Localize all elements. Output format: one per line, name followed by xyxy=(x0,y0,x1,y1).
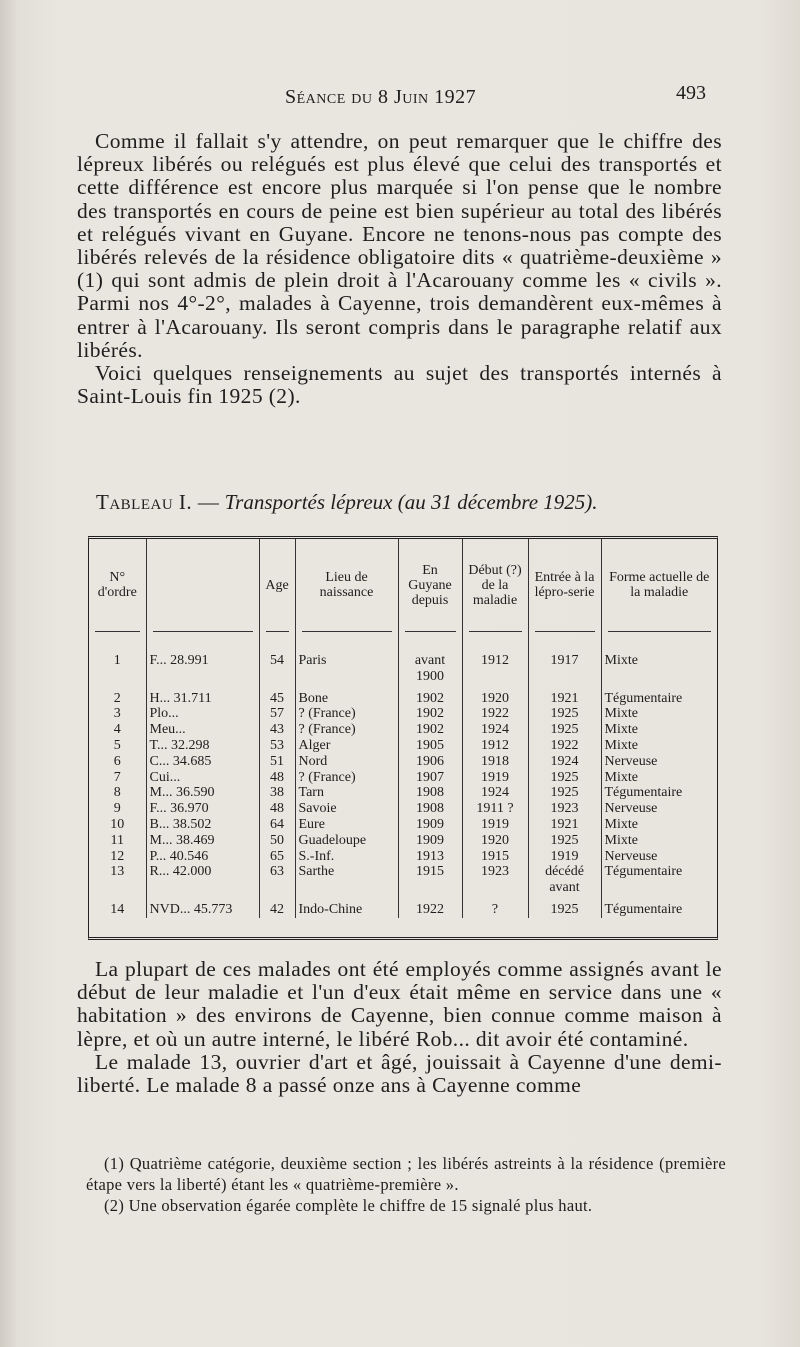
row-in-guyane: 1908 xyxy=(398,801,462,817)
row-age: 38 xyxy=(259,785,295,801)
footnote-1: (1) Quatrième catégorie, deuxième section ; les libérés astreints à la résidence (première étape vers la liberté) étant les « quatrième-première ». xyxy=(86,1154,726,1194)
footnote-2: (2) Une observation égarée complète le chiffre de 15 signalé plus haut. xyxy=(104,1196,593,1215)
row-name: H... 31.711 xyxy=(146,685,259,707)
row-name: P... 40.546 xyxy=(146,849,259,865)
row-birthplace: ? (France) xyxy=(295,770,398,786)
row-entry: 1925 xyxy=(528,833,601,849)
row-in-guyane: 1922 xyxy=(398,896,462,918)
header-rule xyxy=(89,631,717,653)
row-number: 9 xyxy=(113,801,121,817)
row-birthplace: ? (France) xyxy=(295,706,398,722)
row-form: Mixte xyxy=(601,722,717,738)
header-onset: Début (?) de la maladie xyxy=(462,539,528,631)
row-in-guyane: 1905 xyxy=(398,738,462,754)
row-in-guyane: 1902 xyxy=(398,685,462,707)
caption-label: Tableau I. — xyxy=(96,490,220,514)
row-name: M... 36.590 xyxy=(146,785,259,801)
row-birthplace: Nord xyxy=(295,754,398,770)
body-text xyxy=(77,958,722,1097)
row-onset: 1920 xyxy=(462,833,528,849)
row-name: Cui... xyxy=(146,770,259,786)
header-num: N° d'ordre xyxy=(97,570,137,600)
row-age: 54 xyxy=(259,653,295,685)
row-form: Tégumentaire xyxy=(601,685,717,707)
row-age: 65 xyxy=(259,849,295,865)
row-onset: 1924 xyxy=(462,722,528,738)
row-in-guyane: 1907 xyxy=(398,770,462,786)
row-number: 3 xyxy=(113,706,121,722)
header-in-guyane: En Guyane depuis xyxy=(398,539,462,631)
row-form: Mixte xyxy=(601,706,717,722)
row-age: 64 xyxy=(259,817,295,833)
table-row xyxy=(89,754,717,770)
row-in-guyane: avant 1900 xyxy=(398,653,462,685)
row-number: 2 xyxy=(113,690,121,706)
table-row xyxy=(89,833,717,849)
row-form: Mixte xyxy=(601,653,717,685)
row-onset: 1912 xyxy=(462,653,528,685)
table-row xyxy=(89,849,717,865)
row-number: 14 xyxy=(110,901,125,917)
row-birthplace: Sarthe xyxy=(295,864,398,896)
row-onset: 1915 xyxy=(462,849,528,865)
header-age: Age xyxy=(259,539,295,631)
row-birthplace: Guadeloupe xyxy=(295,833,398,849)
row-entry: 1921 xyxy=(528,817,601,833)
row-onset: 1912 xyxy=(462,738,528,754)
row-onset: 1918 xyxy=(462,754,528,770)
row-in-guyane: 1915 xyxy=(398,864,462,896)
table-row xyxy=(89,722,717,738)
row-age: 53 xyxy=(259,738,295,754)
row-number: 10 xyxy=(110,816,125,832)
row-number: 12 xyxy=(110,848,125,864)
table-row xyxy=(89,653,717,685)
row-onset: 1923 xyxy=(462,864,528,896)
header-birthplace: Lieu de naissance xyxy=(295,539,398,631)
row-age: 43 xyxy=(259,722,295,738)
row-in-guyane: 1906 xyxy=(398,754,462,770)
row-entry: décédé avant xyxy=(528,864,601,896)
row-age: 48 xyxy=(259,770,295,786)
running-header xyxy=(0,82,800,116)
caption-title: Transportés lépreux xyxy=(224,490,393,514)
row-name: T... 32.298 xyxy=(146,738,259,754)
row-number: 13 xyxy=(110,864,125,880)
table-body xyxy=(89,631,717,918)
row-number: 11 xyxy=(110,832,124,848)
paragraph-2: Voici quelques renseignements au sujet des transportés internés à Saint-Louis fin 1925 (2). xyxy=(77,361,722,409)
row-entry: 1923 xyxy=(528,801,601,817)
row-number: 4 xyxy=(113,722,121,738)
page-number: 493 xyxy=(676,82,706,104)
row-number: 1 xyxy=(113,653,121,668)
row-birthplace: Paris xyxy=(295,653,398,685)
intro-text xyxy=(77,130,722,408)
row-onset: ? xyxy=(462,896,528,918)
row-name: NVD... 45.773 xyxy=(146,896,259,918)
row-age: 50 xyxy=(259,833,295,849)
paragraph-4: Le malade 13, ouvrier d'art et âgé, jouissait à Cayenne d'une demi-liberté. Le malade 8 a passé onze ans à Cayenne comme xyxy=(77,1049,722,1098)
row-name: Meu... xyxy=(146,722,259,738)
header-form: Forme actuelle de la maladie xyxy=(601,539,717,631)
row-form: Mixte xyxy=(601,738,717,754)
row-number: 8 xyxy=(113,785,121,801)
table-row xyxy=(89,785,717,801)
paragraph-1: Comme il fallait s'y attendre, on peut remarquer que le chiffre des lépreux libérés ou relégués est plus élevé que celui des transportés et cette différence est encore plus marquée si l'on pense que le nombre des transportés en cours de peine est bien supérieur au total des libérés et relégués vivant en Guyane. Encore ne tenons-nous pas compte des libérés relevés de la résidence obligatoire dits « quatrième-deuxième » (1) qui sont admis de plein droit à l'Acarouany comme les « civils ». Parmi nos 4°-2°, malades à Cayenne, trois demandèrent eux-mêmes à entrer à l'Acarouany. Ils seront compris dans le paragraphe relatif aux libérés. xyxy=(77,129,722,362)
paragraph-3: La plupart de ces malades ont été employés comme assignés avant le début de leur maladie et l'un d'eux était même en service dans une « habitation » des environs de Cayenne, bien connue comme maison à lèpre, et où un autre interné, le libéré Rob... dit avoir été contaminé. xyxy=(77,957,722,1051)
row-age: 48 xyxy=(259,801,295,817)
row-form: Mixte xyxy=(601,817,717,833)
table-row xyxy=(89,770,717,786)
row-number: 7 xyxy=(113,769,121,785)
table-row xyxy=(89,864,717,896)
row-onset: 1919 xyxy=(462,817,528,833)
footnotes xyxy=(86,1153,726,1216)
row-in-guyane: 1902 xyxy=(398,706,462,722)
row-name: R... 42.000 xyxy=(146,864,259,896)
row-age: 57 xyxy=(259,706,295,722)
row-onset: 1920 xyxy=(462,685,528,707)
row-onset: 1924 xyxy=(462,785,528,801)
row-in-guyane: 1909 xyxy=(398,817,462,833)
row-entry: 1925 xyxy=(528,785,601,801)
row-form: Nerveuse xyxy=(601,801,717,817)
row-entry: 1925 xyxy=(528,896,601,918)
row-form: Mixte xyxy=(601,770,717,786)
row-entry: 1925 xyxy=(528,706,601,722)
table-caption xyxy=(96,490,736,515)
row-name: B... 38.502 xyxy=(146,817,259,833)
row-entry: 1925 xyxy=(528,722,601,738)
row-birthplace: Savoie xyxy=(295,801,398,817)
row-in-guyane: 1909 xyxy=(398,833,462,849)
lepers-table xyxy=(88,536,718,940)
row-form: Nerveuse xyxy=(601,754,717,770)
row-name: M... 38.469 xyxy=(146,833,259,849)
row-in-guyane: 1908 xyxy=(398,785,462,801)
row-entry: 1922 xyxy=(528,738,601,754)
row-name: F... 28.991 xyxy=(146,653,259,685)
row-form: Nerveuse xyxy=(601,849,717,865)
header-name xyxy=(146,539,259,631)
row-name: C... 34.685 xyxy=(146,754,259,770)
row-entry: 1924 xyxy=(528,754,601,770)
row-birthplace: Bone xyxy=(295,685,398,707)
header-entry: Entrée à la lépro-serie xyxy=(528,539,601,631)
row-birthplace: Indo-Chine xyxy=(295,896,398,918)
row-entry: 1921 xyxy=(528,685,601,707)
row-entry: 1925 xyxy=(528,770,601,786)
row-birthplace: Alger xyxy=(295,738,398,754)
caption-date: (au 31 décembre 1925). xyxy=(397,490,598,514)
row-form: Mixte xyxy=(601,833,717,849)
table-row xyxy=(89,706,717,722)
row-form: Tégumentaire xyxy=(601,785,717,801)
row-birthplace: ? (France) xyxy=(295,722,398,738)
row-onset: 1919 xyxy=(462,770,528,786)
row-onset: 1911 ? xyxy=(462,801,528,817)
table-row xyxy=(89,738,717,754)
table-row xyxy=(89,817,717,833)
row-age: 63 xyxy=(259,864,295,896)
row-birthplace: Eure xyxy=(295,817,398,833)
table-row xyxy=(89,801,717,817)
table-row xyxy=(89,896,717,918)
row-form: Tégumentaire xyxy=(601,896,717,918)
row-age: 45 xyxy=(259,685,295,707)
running-title: Séance du 8 Juin 1927 xyxy=(285,86,477,108)
row-entry: 1919 xyxy=(528,849,601,865)
row-number: 6 xyxy=(113,753,121,769)
row-in-guyane: 1902 xyxy=(398,722,462,738)
row-age: 51 xyxy=(259,754,295,770)
row-name: F... 36.970 xyxy=(146,801,259,817)
row-form: Tégumentaire xyxy=(601,864,717,896)
row-number: 5 xyxy=(113,737,121,753)
table-row xyxy=(89,685,717,707)
row-entry: 1917 xyxy=(528,653,601,685)
row-in-guyane: 1913 xyxy=(398,849,462,865)
row-onset: 1922 xyxy=(462,706,528,722)
row-birthplace: S.-Inf. xyxy=(295,849,398,865)
row-age: 42 xyxy=(259,896,295,918)
row-name: Plo... xyxy=(146,706,259,722)
row-birthplace: Tarn xyxy=(295,785,398,801)
